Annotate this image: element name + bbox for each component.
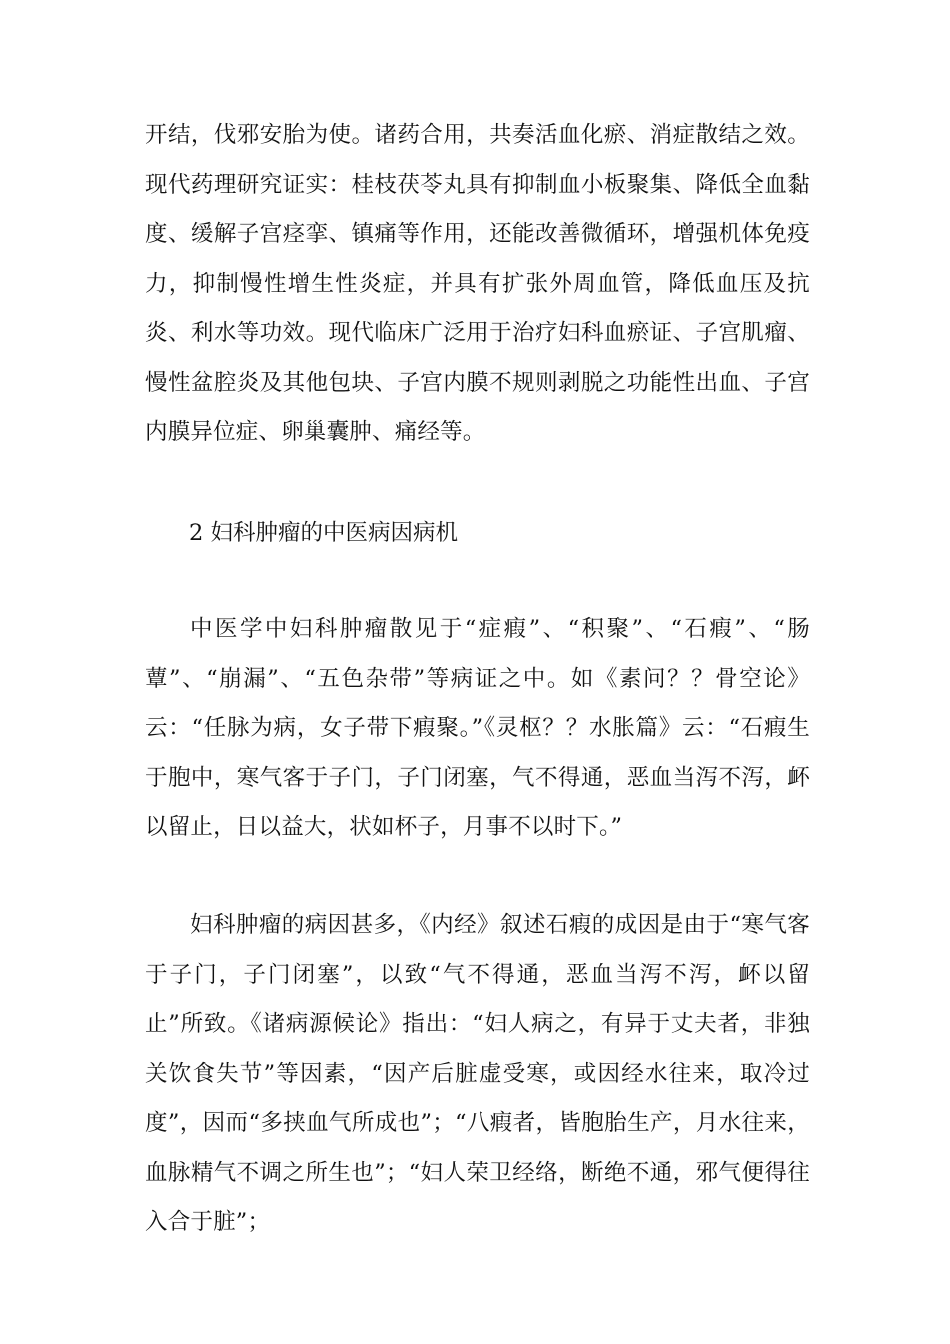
- paragraph-classical-references: 中医学中妇科肿瘤散见于“症瘕”、“积聚”、“石瘕”、“肠蕈”、“崩漏”、“五色杂带”等病证之中。如《素问？？骨空论》云：“任脉为病，女子带下瘕聚。”《灵枢？？水胀篇》云：“石瘕生于胞中，寒气客于子门，子门闭塞，气不得通，恶血当泻不泻，衃以留止，日以益大，状如杯子，月事不以时下。”: [145, 616, 810, 840]
- paragraph-etiology: 妇科肿瘤的病因甚多，《内经》叙述石瘕的成因是由于“寒气客于子门，子门闭塞”，以致“气不得通，恶血当泻不泻，衃以留止”所致。《诸病源候论》指出：“妇人病之，有异于丈夫者，非独关饮食失节”等因素，“因产后脏虚受寒，或因经水往来，取冷过度”，因而“多挟血气所成也”；“八瘕者，皆胞胎生产，月水往来，血脉精气不调之所生也”；“妇人荣卫经络，断绝不通，邪气便得往入合于脏”；: [145, 912, 810, 1235]
- paragraph-treatment-efficacy: 开结，伐邪安胎为使。诸药合用，共奏活血化瘀、消症散结之效。现代药理研究证实：桂枝茯苓丸具有抑制血小板聚集、降低全血黏度、缓解子宫痉挛、镇痛等作用，还能改善微循环，增强机体免疫力，抑制慢性增生性炎症，并具有扩张外周血管，降低血压及抗炎、利水等功效。现代临床广泛用于治疗妇科血瘀证、子宫肌瘤、慢性盆腔炎及其他包块、子宫内膜不规则剥脱之功能性出血、子宫内膜异位症、卵巢囊肿、痛经等。: [145, 122, 810, 445]
- section-heading: 2 妇科肿瘤的中医病因病机: [189, 520, 458, 546]
